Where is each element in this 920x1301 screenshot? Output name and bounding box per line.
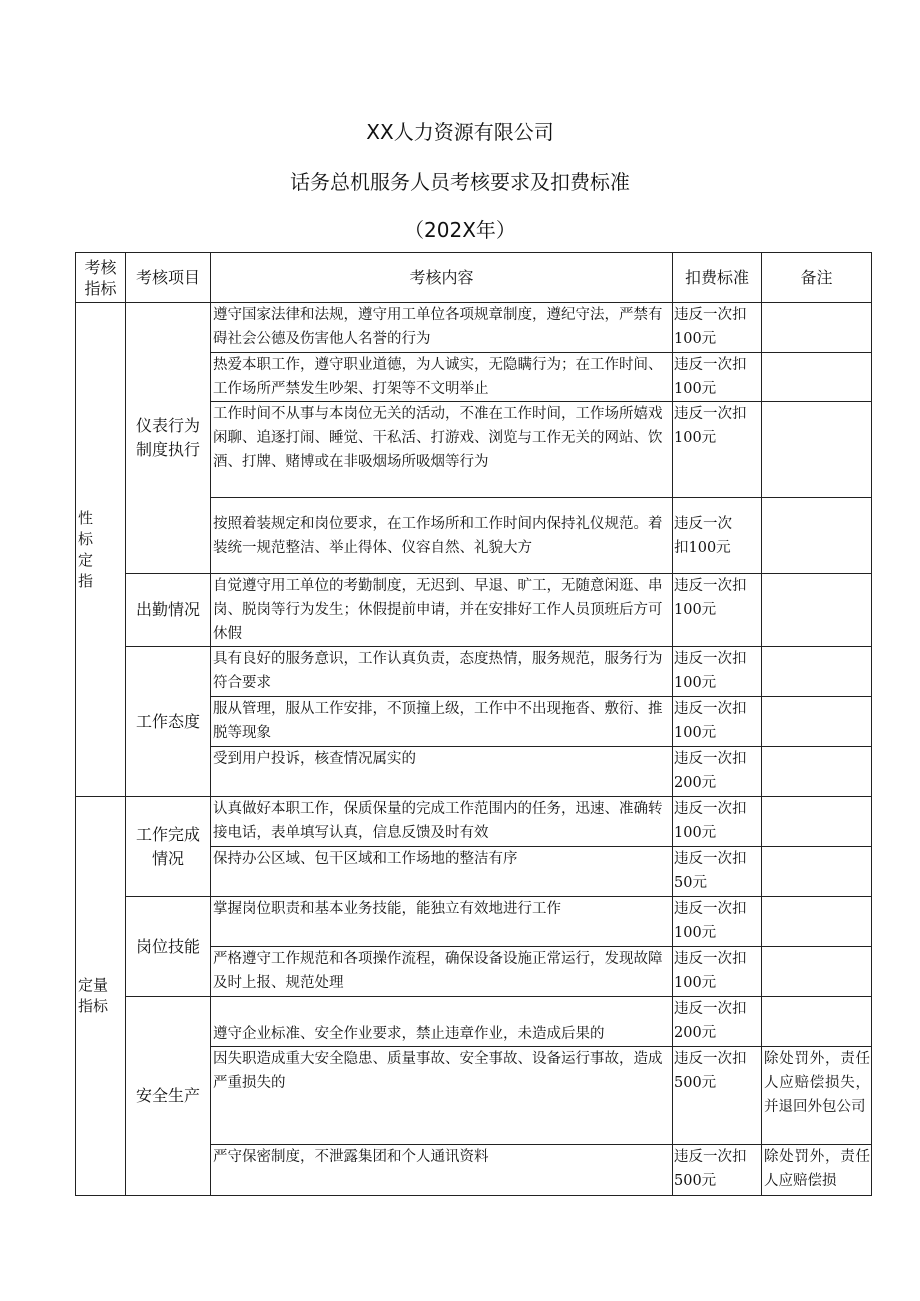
content-cell: 严守保密制度，不泄露集团和个人通讯资料 <box>211 1145 673 1196</box>
content-cell: 热爱本职工作，遵守职业道德，为人诚实，无隐瞒行为；在工作时间、工作场所严禁发生吵架、打架等不文明举止 <box>211 353 673 402</box>
item-attitude: 工作态度 <box>126 647 211 797</box>
table-row <box>76 303 872 353</box>
note-cell <box>762 402 872 498</box>
fee-cell: 违反一次扣 100元 <box>673 647 762 697</box>
note-cell <box>762 353 872 402</box>
item-conduct: 仪表行为 制度执行 <box>126 303 211 574</box>
header-content: 考核内容 <box>211 253 673 303</box>
header-row <box>76 253 872 303</box>
fee-cell: 违反一次扣 500元 <box>673 1145 762 1196</box>
note-cell <box>762 647 872 697</box>
fee-cell: 违反一次扣 100元 <box>673 353 762 402</box>
note-cell <box>762 747 872 797</box>
content-cell: 遵守企业标准、安全作业要求，禁止违章作业，未造成后果的 <box>211 997 673 1047</box>
fee-cell: 违反一次扣 100元 <box>673 897 762 947</box>
content-cell: 严格遵守工作规范和各项操作流程，确保设备设施正常运行，发现故障及时上报、规范处理 <box>211 947 673 997</box>
fee-cell: 违反一次扣 100元 <box>673 697 762 747</box>
content-cell: 遵守国家法律和法规，遵守用工单位各项规章制度，遵纪守法，严禁有碍社会公德及伤害他人名誉的行为 <box>211 303 673 353</box>
content-cell: 保持办公区域、包干区域和工作场地的整洁有序 <box>211 847 673 897</box>
table-row <box>76 647 872 697</box>
header-item: 考核项目 <box>126 253 211 303</box>
table-row <box>76 574 872 647</box>
fee-cell: 违反一次扣 200元 <box>673 747 762 797</box>
item-attendance: 出勤情况 <box>126 574 211 647</box>
note-cell <box>762 303 872 353</box>
fee-cell: 违反一次扣 100元 <box>673 303 762 353</box>
category-qualitative: 性 标 定 指 <box>76 303 126 797</box>
content-cell: 认真做好本职工作，保质保量的完成工作范围内的任务，迅速、准确转接电话，表单填写认真，信息反馈及时有效 <box>211 797 673 847</box>
content-cell: 掌握岗位职责和基本业务技能，能独立有效地进行工作 <box>211 897 673 947</box>
fee-cell: 违反一次扣 100元 <box>673 402 762 498</box>
header-indicator: 考核 指标 <box>76 253 126 303</box>
company-title: XX人力资源有限公司 <box>366 120 554 144</box>
note-cell: 除处罚外，责任人应赔偿损失，并退回外包公司 <box>762 1047 872 1145</box>
fee-cell: 违反一次扣 200元 <box>673 997 762 1047</box>
document-title: 话务总机服务人员考核要求及扣费标准 <box>290 170 630 194</box>
fee-cell: 违反一次 扣100元 <box>673 498 762 574</box>
content-cell: 自觉遵守用工单位的考勤制度，无迟到、早退、旷工，无随意闲逛、串岗、脱岗等行为发生；休假提前申请，并在安排好工作人员顶班后方可休假 <box>211 574 673 647</box>
table-row <box>76 797 872 847</box>
assessment-table <box>75 252 872 1196</box>
note-cell <box>762 574 872 647</box>
fee-cell: 违反一次扣 100元 <box>673 947 762 997</box>
content-cell: 工作时间不从事与本岗位无关的活动，不准在工作时间，工作场所嬉戏闲聊、追逐打闹、睡觉、干私活、打游戏、浏览与工作无关的网站、饮酒、打牌、赌博或在非吸烟场所吸烟等行为 <box>211 402 673 498</box>
note-cell <box>762 847 872 897</box>
content-cell: 受到用户投诉，核查情况属实的 <box>211 747 673 797</box>
fee-cell: 违反一次扣 500元 <box>673 1047 762 1145</box>
content-cell: 因失职造成重大安全隐患、质量事故、安全事故、设备运行事故，造成严重损失的 <box>211 1047 673 1145</box>
content-cell: 具有良好的服务意识，工作认真负责，态度热情，服务规范，服务行为符合要求 <box>211 647 673 697</box>
note-cell: 除处罚外，责任人应赔偿损 <box>762 1145 872 1196</box>
fee-cell: 违反一次扣 50元 <box>673 847 762 897</box>
note-cell <box>762 797 872 847</box>
content-cell: 按照着装规定和岗位要求，在工作场所和工作时间内保持礼仪规范。着装统一规范整洁、举止得体、仪容自然、礼貌大方 <box>211 498 673 574</box>
item-completion: 工作完成 情况 <box>126 797 211 897</box>
note-cell <box>762 947 872 997</box>
fee-cell: 违反一次扣 100元 <box>673 797 762 847</box>
note-cell <box>762 697 872 747</box>
content-cell: 服从管理，服从工作安排，不顶撞上级，工作中不出现拖沓、敷衍、推脱等现象 <box>211 697 673 747</box>
header-fee: 扣费标准 <box>673 253 762 303</box>
header-note: 备注 <box>762 253 872 303</box>
fee-cell: 违反一次扣 100元 <box>673 574 762 647</box>
item-skills: 岗位技能 <box>126 897 211 997</box>
note-cell <box>762 897 872 947</box>
table-row <box>76 897 872 947</box>
document-year: （202X年） <box>404 218 516 242</box>
item-safety: 安全生产 <box>126 997 211 1196</box>
note-cell <box>762 997 872 1047</box>
table-row <box>76 997 872 1047</box>
category-quantitative: 定量 指标 <box>76 797 126 1196</box>
note-cell <box>762 498 872 574</box>
